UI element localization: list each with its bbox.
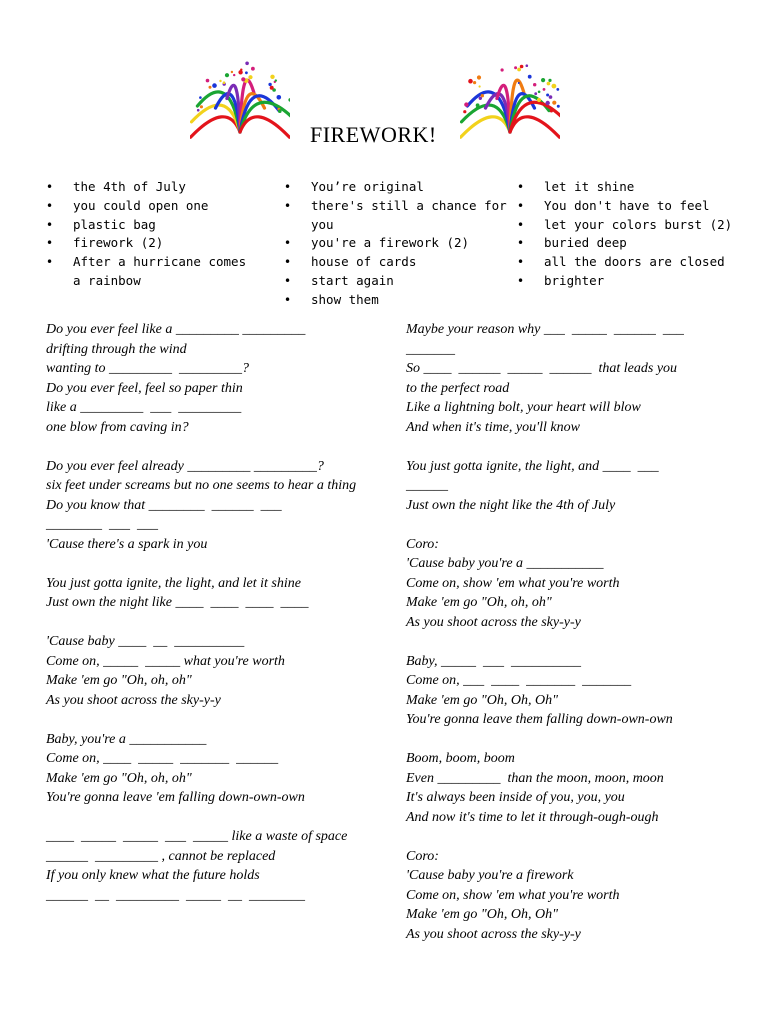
lyric-line: Come on, show 'em what you're worth <box>406 887 620 903</box>
word-bank-item: • there's still a chance for you <box>284 197 509 235</box>
firework-spark <box>557 105 560 108</box>
lyric-line: And when it's time, you'll know <box>406 419 580 435</box>
firework-spark <box>518 82 520 84</box>
lyrics-stanza <box>406 320 736 437</box>
firework-spark <box>275 79 277 81</box>
firework-spark <box>464 102 468 106</box>
word-bank-item: • let it shine <box>517 178 742 197</box>
firework-spark <box>501 68 504 71</box>
firework-spark <box>270 75 274 79</box>
word-bank-item: • you could open one <box>46 197 261 216</box>
lyric-line: Boom, boom, boom <box>406 751 515 766</box>
lyrics-stanza <box>406 749 736 827</box>
word-bank-item: • plastic bag <box>46 216 261 235</box>
firework-spark <box>476 103 480 107</box>
firework-spark <box>543 88 546 91</box>
firework-spark <box>197 109 200 112</box>
word-bank-item: • show them <box>284 291 509 310</box>
lyrics-stanza <box>406 535 736 633</box>
lyric-line: Make 'em go "Oh, oh, oh" <box>46 770 192 786</box>
firework-spark <box>209 86 212 89</box>
firework-spark <box>233 74 235 76</box>
firework-streak <box>461 117 510 137</box>
firework-spark <box>517 68 521 72</box>
lyrics-stanza <box>46 632 376 710</box>
lyric-line: Come on, show 'em what you're worth <box>406 575 620 591</box>
firework-spark <box>270 86 274 90</box>
firework-spark <box>533 83 536 86</box>
lyric-line: Come on, ___ ____ _______ _______ <box>406 673 632 688</box>
firework-spark <box>241 77 245 81</box>
lyric-line: And now it's time to let it through-ough-ough <box>406 809 659 825</box>
lyric-line: one blow from caving in? <box>46 419 189 435</box>
lyric-line: Baby, you're a ___________ <box>46 731 207 747</box>
firework-burst-icon <box>460 40 560 150</box>
firework-burst-icon <box>190 40 290 150</box>
lyrics-stanza <box>46 827 376 905</box>
word-bank-column <box>284 178 509 310</box>
firework-spark <box>206 79 210 83</box>
firework-spark <box>473 81 476 84</box>
firework-spark <box>278 109 282 113</box>
firework-spark <box>552 84 557 89</box>
lyric-line: Coro: <box>406 848 439 864</box>
word-bank-item: • brighter <box>517 272 742 291</box>
lyric-line: _______ <box>406 341 455 357</box>
lyrics-stanza <box>46 457 376 555</box>
firework-spark <box>199 96 202 99</box>
lyrics-stanza <box>406 457 736 516</box>
firework-spark <box>546 101 550 105</box>
firework-spark <box>538 91 541 94</box>
firework-spark <box>556 88 559 91</box>
lyric-line: like a _________ ___ _________ <box>46 400 242 415</box>
lyric-line: wanting to _________ _________? <box>46 361 250 376</box>
word-bank-item: • house of cards <box>284 253 509 272</box>
firework-spark <box>520 65 524 69</box>
lyric-line: Coro: <box>406 536 439 552</box>
lyrics-stanza <box>46 574 376 613</box>
word-bank-item: • let your colors burst (2) <box>517 216 742 235</box>
word-bank-item: • start again <box>284 272 509 291</box>
firework-spark <box>219 80 221 82</box>
lyric-line: 'Cause baby you're a ___________ <box>406 556 604 571</box>
lyric-line: If you only knew what the future holds <box>46 868 260 883</box>
lyric-line: Just own the night like the 4th of July <box>406 497 616 513</box>
lyric-line: Baby, _____ ___ __________ <box>406 653 581 669</box>
lyric-line: 'Cause there's a spark in you <box>46 536 208 552</box>
firework-spark <box>238 70 242 74</box>
lyric-line: As you shoot across the sky-y-y <box>406 614 581 630</box>
firework-spark <box>468 79 473 84</box>
lyric-line: Do you ever feel already _________ _________? <box>46 458 324 474</box>
word-bank-item: • the 4th of July <box>46 178 261 197</box>
lyric-line: ____ _____ _____ ___ _____ like a waste of space <box>46 829 348 844</box>
lyric-line: to the perfect road <box>406 380 510 396</box>
word-bank-item: • buried deep <box>517 234 742 253</box>
firework-spark <box>550 109 553 112</box>
firework-spark <box>541 78 545 82</box>
firework-spark <box>514 66 517 69</box>
word-bank-column <box>517 178 742 291</box>
lyric-line: drifting through the wind <box>46 341 187 357</box>
word-bank-item: • After a hurricane comes a rainbow <box>46 253 261 291</box>
lyric-line: ______ _________ , cannot be replaced <box>46 848 276 864</box>
firework-spark <box>549 95 553 99</box>
firework-spark <box>479 85 481 87</box>
firework-spark <box>463 110 466 113</box>
lyrics-column-right <box>406 320 736 964</box>
lyric-line: You're gonna leave them falling down-own-own <box>406 712 673 727</box>
firework-spark <box>552 101 556 105</box>
firework-spark <box>200 105 203 108</box>
firework-spark <box>245 62 249 66</box>
firework-spark <box>251 67 255 71</box>
firework-spark <box>223 81 226 84</box>
firework-spark <box>212 83 217 88</box>
lyric-line: Make 'em go "Oh, Oh, Oh" <box>406 907 558 922</box>
firework-spark <box>245 71 248 74</box>
lyric-line: Make 'em go "Oh, Oh, Oh" <box>406 692 558 708</box>
firework-spark <box>248 75 252 79</box>
lyric-line: ________ ___ ___ <box>46 517 158 532</box>
firework-spark <box>268 83 271 86</box>
lyric-line: Come on, _____ _____ what you're worth <box>46 653 285 669</box>
lyric-line: Make 'em go "Oh, oh, oh" <box>46 673 192 688</box>
word-bank-item: • You’re original <box>284 178 509 197</box>
firework-spark <box>548 79 551 82</box>
word-bank-item: • firework (2) <box>46 234 261 253</box>
lyric-line: 'Cause baby you're a firework <box>406 868 574 883</box>
lyric-line: Do you know that ________ ______ ___ <box>46 497 282 513</box>
lyric-line: Do you ever feel, feel so paper thin <box>46 380 243 396</box>
lyric-line: Come on, ____ _____ _______ ______ <box>46 751 279 766</box>
firework-streak <box>510 117 559 137</box>
lyric-line: It's always been inside of you, you, you <box>406 790 625 805</box>
firework-streak <box>191 117 240 137</box>
lyric-line: So ____ ______ _____ ______ that leads you <box>406 361 678 376</box>
lyric-line: As you shoot across the sky-y-y <box>46 692 221 708</box>
lyric-line: Even _________ than the moon, moon, moon <box>406 770 664 786</box>
lyric-line: You're gonna leave 'em falling down-own-own <box>46 790 305 805</box>
firework-spark <box>288 98 290 102</box>
firework-spark <box>231 71 233 73</box>
firework-spark <box>526 64 529 67</box>
firework-spark <box>277 95 282 100</box>
firework-spark <box>528 75 532 79</box>
lyric-line: ______ <box>406 478 448 493</box>
lyric-line: ______ __ _________ _____ __ ________ <box>46 887 305 903</box>
firework-spark <box>477 75 481 79</box>
word-bank-item: • You don't have to feel <box>517 197 742 216</box>
lyrics-stanza <box>406 652 736 730</box>
lyrics-stanza <box>406 847 736 945</box>
firework-spark <box>225 73 229 77</box>
firework-spark <box>547 82 551 86</box>
lyric-line: six feet under screams but no one seems to hear a thing <box>46 478 357 493</box>
lyric-line: Maybe your reason why ___ _____ ______ ___ <box>406 322 684 337</box>
firework-spark <box>534 92 537 95</box>
firework-spark <box>537 98 541 102</box>
lyric-line: As you shoot across the sky-y-y <box>406 926 581 942</box>
word-bank-item: • you're a firework (2) <box>284 234 509 253</box>
firework-spark <box>479 97 482 100</box>
page-title: FIREWORK! <box>310 122 437 147</box>
word-bank-column <box>46 178 261 291</box>
lyrics-stanza <box>46 730 376 808</box>
word-bank-item: • all the doors are closed <box>517 253 742 272</box>
lyric-line: You just gotta ignite, the light, and let it shine <box>46 575 301 591</box>
lyric-line: Make 'em go "Oh, oh, oh" <box>406 595 552 610</box>
lyric-line: You just gotta ignite, the light, and ____ ___ <box>406 458 659 474</box>
firework-spark <box>546 94 549 97</box>
lyrics-stanza <box>46 320 376 437</box>
lyric-line: 'Cause baby ____ __ __________ <box>46 634 245 649</box>
lyric-line: Do you ever feel like a _________ _________ <box>46 322 306 337</box>
lyric-line: Just own the night like ____ ____ ____ ____ <box>46 595 309 610</box>
lyric-line: Like a lightning bolt, your heart will blow <box>406 400 641 415</box>
firework-streak <box>240 117 289 137</box>
lyrics-column-left <box>46 320 376 925</box>
